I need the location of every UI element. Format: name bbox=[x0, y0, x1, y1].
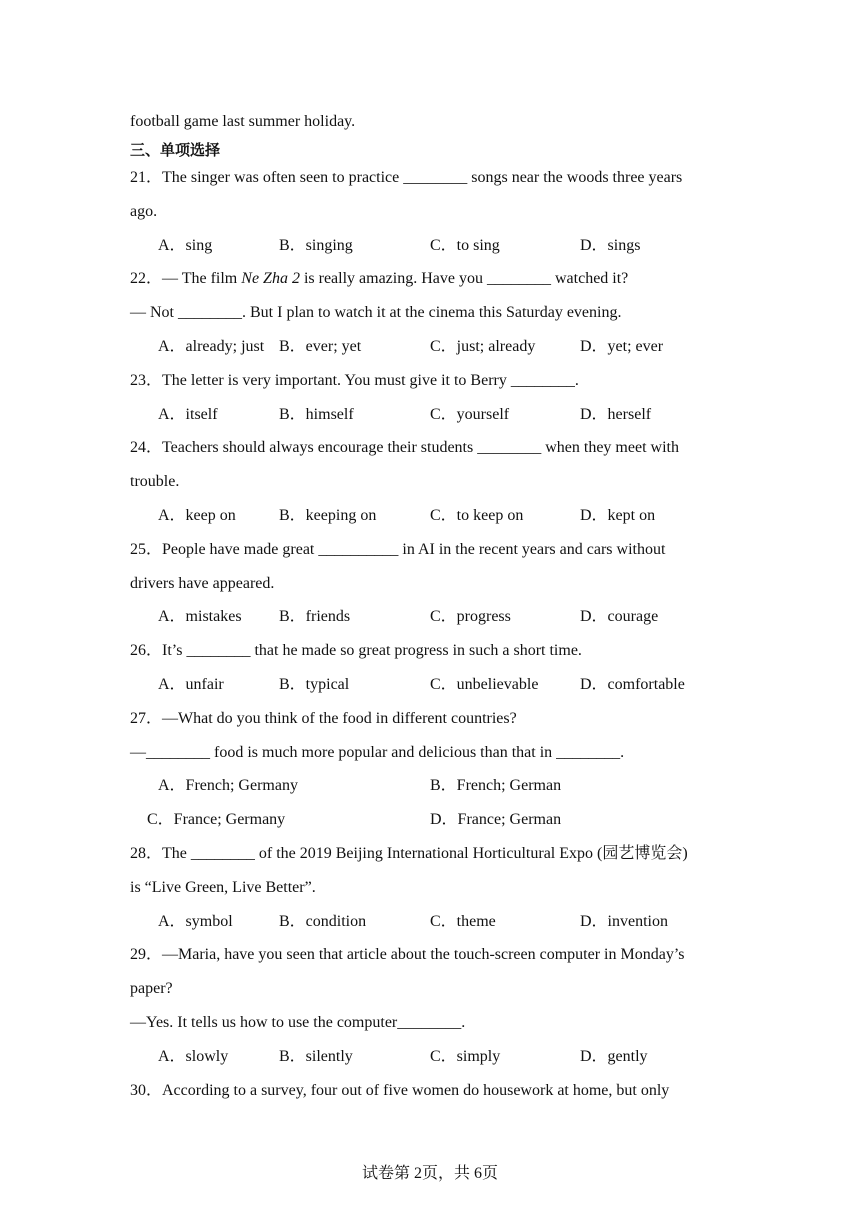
question-29-stem-line1: 29．—Maria, have you seen that article about the touch-screen computer in Monday’s bbox=[130, 946, 685, 963]
option-b: B．keeping on bbox=[279, 507, 377, 524]
option-a: A．sing bbox=[158, 237, 213, 254]
option-a: A．French; Germany bbox=[158, 777, 298, 794]
question-22-options bbox=[0, 337, 860, 357]
option-c: C．progress bbox=[430, 608, 511, 625]
option-b: B．French; German bbox=[430, 777, 562, 794]
page-footer: 试卷第 2页，共 6页 bbox=[361, 1165, 498, 1182]
option-d: D．courage bbox=[580, 608, 659, 625]
option-c: C．simply bbox=[430, 1048, 501, 1065]
question-29-options bbox=[0, 1047, 860, 1067]
question-21-options bbox=[0, 236, 860, 256]
option-a: A．itself bbox=[158, 406, 218, 423]
question-24-stem-line1: 24．Teachers should always encourage their students ________ when they meet with bbox=[130, 439, 679, 456]
option-b: B．condition bbox=[279, 913, 367, 930]
option-c: C．just; already bbox=[430, 338, 536, 355]
question-22-stem-pre: 22．— The film bbox=[130, 270, 242, 287]
option-c: C．unbelievable bbox=[430, 676, 539, 693]
question-24-stem-line2: trouble. bbox=[130, 473, 180, 490]
question-28-stem-line2: is “Live Green, Live Better”. bbox=[130, 879, 316, 896]
question-29-stem-line2: paper? bbox=[130, 980, 173, 997]
option-b: B．ever; yet bbox=[279, 338, 362, 355]
option-d: D．gently bbox=[580, 1048, 648, 1065]
question-25-options bbox=[0, 607, 860, 627]
option-a: A．already; just bbox=[158, 338, 265, 355]
option-d: D．France; German bbox=[430, 811, 562, 828]
option-b: B．friends bbox=[279, 608, 351, 625]
option-c: C．to sing bbox=[430, 237, 500, 254]
option-d: D．comfortable bbox=[580, 676, 685, 693]
question-21-stem-line2: ago. bbox=[130, 203, 158, 220]
option-b: B．typical bbox=[279, 676, 350, 693]
option-a: A．keep on bbox=[158, 507, 236, 524]
option-a: A．symbol bbox=[158, 913, 233, 930]
question-26-options bbox=[0, 675, 860, 695]
question-22-reply: — Not ________. But I plan to watch it at the cinema this Saturday evening. bbox=[130, 304, 622, 321]
option-c: C．theme bbox=[430, 913, 496, 930]
option-c: C．yourself bbox=[430, 406, 510, 423]
question-23-stem: 23．The letter is very important. You must give it to Berry ________. bbox=[130, 372, 579, 389]
question-24-options bbox=[0, 506, 860, 526]
section-title: 三、单项选择 bbox=[130, 141, 221, 159]
question-28-options bbox=[0, 912, 860, 932]
question-29-reply: —Yes. It tells us how to use the computer________. bbox=[130, 1014, 466, 1031]
option-b: B．silently bbox=[279, 1048, 353, 1065]
question-30-stem: 30．According to a survey, four out of five women do housework at home, but only bbox=[130, 1082, 670, 1099]
intro-line: football game last summer holiday. bbox=[130, 113, 356, 130]
question-25-stem-line1: 25．People have made great __________ in AI in the recent years and cars without bbox=[130, 541, 666, 558]
question-23-options bbox=[0, 405, 860, 425]
question-27-reply: —________ food is much more popular and delicious than that in ________. bbox=[130, 744, 625, 761]
option-c: C．to keep on bbox=[430, 507, 524, 524]
option-a: A．mistakes bbox=[158, 608, 242, 625]
question-27-options-row2 bbox=[0, 810, 860, 830]
option-b: B．himself bbox=[279, 406, 354, 423]
option-d: D．invention bbox=[580, 913, 668, 930]
option-d: D．yet; ever bbox=[580, 338, 664, 355]
question-25-stem-line2: drivers have appeared. bbox=[130, 575, 275, 592]
film-title: Ne Zha 2 bbox=[241, 270, 300, 287]
question-21-stem-line1: 21．The singer was often seen to practice ________ songs near the woods three years bbox=[130, 169, 683, 186]
option-d: D．kept on bbox=[580, 507, 656, 524]
option-d: D．herself bbox=[580, 406, 652, 423]
question-26-stem: 26．It’s ________ that he made so great progress in such a short time. bbox=[130, 642, 582, 659]
question-27-options-row1 bbox=[0, 776, 860, 796]
question-28-stem-line1: 28．The ________ of the 2019 Beijing International Horticultural Expo (园艺博览会) bbox=[130, 845, 688, 862]
question-27-stem: 27．—What do you think of the food in different countries? bbox=[130, 710, 517, 727]
question-22-stem bbox=[130, 269, 628, 289]
option-c: C．France; Germany bbox=[147, 811, 286, 828]
question-22-stem-post: is really amazing. Have you ________ watched it? bbox=[299, 270, 629, 287]
option-a: A．slowly bbox=[158, 1048, 229, 1065]
option-b: B．singing bbox=[279, 237, 353, 254]
option-a: A．unfair bbox=[158, 676, 224, 693]
option-d: D．sings bbox=[580, 237, 641, 254]
